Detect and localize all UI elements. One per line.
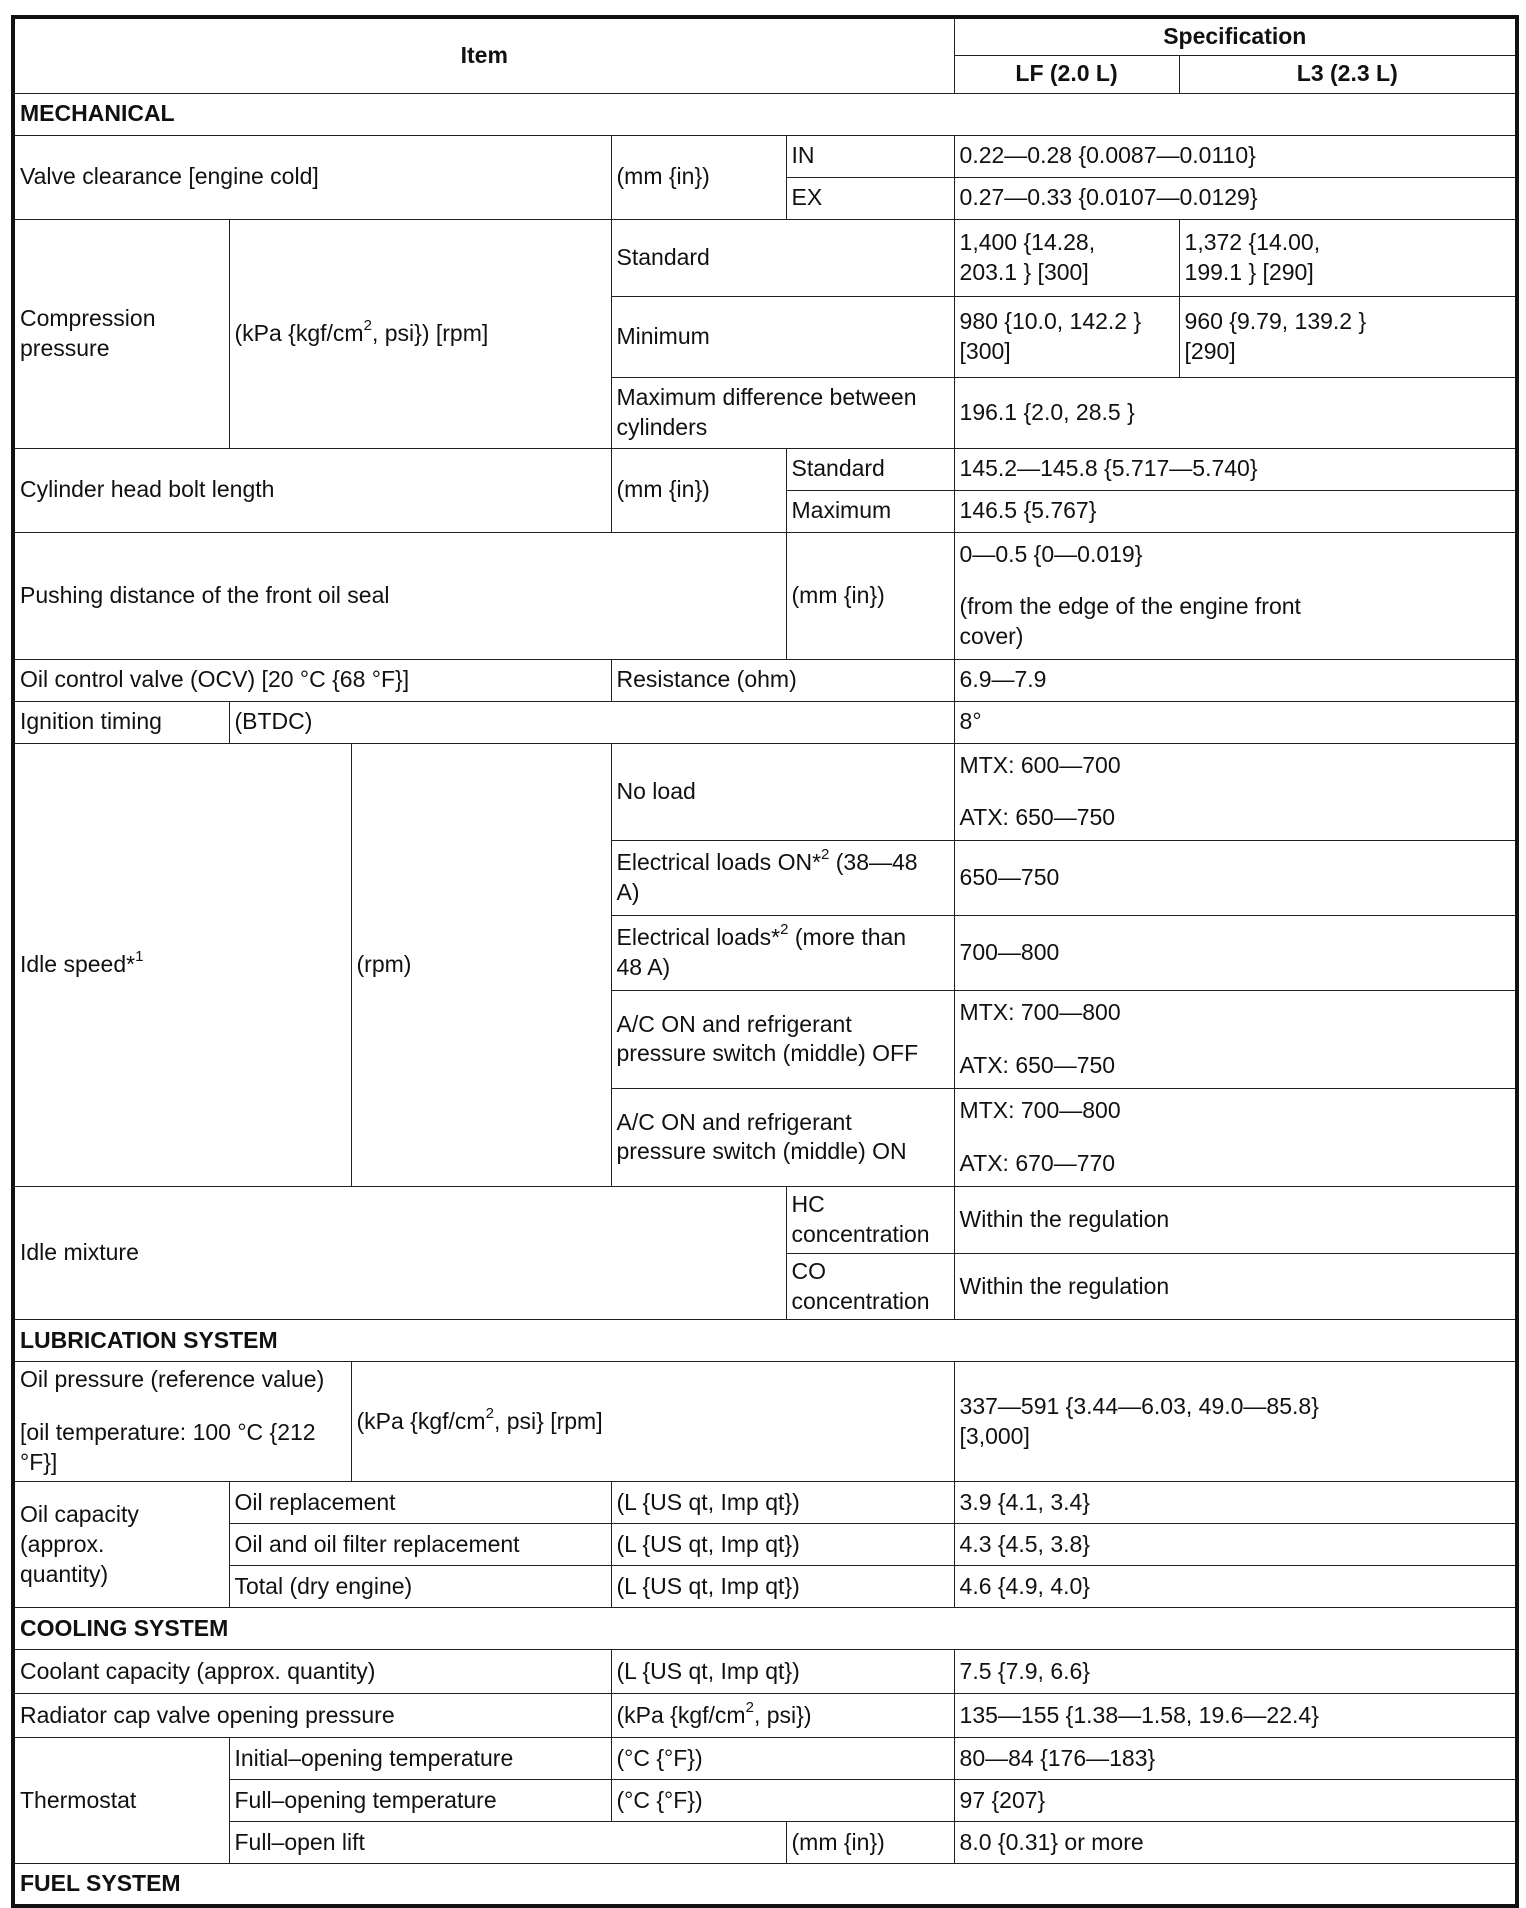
head-bolt-standard-value: 145.2—145.8 {5.717—5.740} [954,448,1517,490]
idle-elec-more-label: Electrical loads*$^2$ (more than 48 A) [611,915,954,990]
section-row [13,1864,1517,1906]
thermostat-row-value: 80—84 {176—183} [954,1738,1517,1780]
compression-standard-l3: 1,372 {14.00, 199.1 } [290] [1179,219,1517,296]
oil-capacity-row-label: Oil and oil filter replacement [229,1524,611,1566]
idle-ac-on-value: MTX: 700—800 ATX: 670—770 [954,1088,1517,1186]
section-row [13,93,1517,135]
lf-header: LF (2.0 L) [954,55,1179,93]
idle-ac-on-label: A/C ON and refrigerant pressure switch (middle) ON [611,1088,954,1186]
ignition-value: 8° [954,701,1517,743]
valve-clearance-unit: (mm {in}) [611,135,786,219]
oil-capacity-row-label: Total (dry engine) [229,1566,611,1608]
ignition-label: Ignition timing [13,701,229,743]
head-bolt-maximum-label: Maximum [786,490,954,532]
valve-in-label: IN [786,135,954,177]
thermostat-row-unit: (°C {°F}) [611,1738,954,1780]
valve-ex-value: 0.27—0.33 {0.0107—0.0129} [954,177,1517,219]
thermostat-row-value: 97 {207} [954,1780,1517,1822]
thermostat-row-label: Full–open lift [229,1822,786,1864]
thermostat-row-label: Initial–opening temperature [229,1738,611,1780]
radiator-cap-unit: (kPa {$kgf/cm^2$, psi}) [611,1694,954,1738]
idle-noload-value: MTX: 600—700 ATX: 650—750 [954,743,1517,840]
table-row [13,1524,1517,1566]
l3-header: L3 (2.3 L) [1179,55,1517,93]
compression-unit: (kPa {$kgf/cm^2$, psi}) [rpm] [229,219,611,448]
thermostat-label: Thermostat [13,1738,229,1864]
section-row [13,1320,1517,1362]
thermostat-row-value: 8.0 {0.31} or more [954,1822,1517,1864]
coolant-label: Coolant capacity (approx. quantity) [13,1650,611,1694]
radiator-cap-label: Radiator cap valve opening pressure [13,1694,611,1738]
compression-minimum-label: Minimum [611,296,954,377]
table-row [13,1650,1517,1694]
table-row [13,1362,1517,1482]
table-row [13,1566,1517,1608]
table-row [13,532,1517,659]
oil-seal-label: Pushing distance of the front oil seal [13,532,786,659]
table-row [13,743,1517,840]
section-row [13,1608,1517,1650]
idle-hc-label: HC concentration [786,1186,954,1253]
spec-table [11,15,1519,1908]
oil-seal-unit: (mm {in}) [786,532,954,659]
radiator-cap-value: 135—155 {1.38—1.58, 19.6—22.4} [954,1694,1517,1738]
section-lubrication: LUBRICATION SYSTEM [13,1320,1517,1362]
table-row [13,135,1517,177]
head-bolt-label: Cylinder head bolt length [13,448,611,532]
header-row [13,17,1517,55]
compression-maxdiff-label: Maximum difference between cylinders [611,377,954,448]
ocv-value: 6.9—7.9 [954,659,1517,701]
table-row [13,1780,1517,1822]
table-row [13,219,1517,296]
compression-standard-label: Standard [611,219,954,296]
compression-maxdiff-value: 196.1 {2.0, 28.5 } [954,377,1517,448]
section-fuel: FUEL SYSTEM [13,1864,1517,1906]
idle-speed-label: Idle speed*$^1$ [13,743,351,1186]
thermostat-row-unit: (mm {in}) [786,1822,954,1864]
table-row [13,659,1517,701]
section-cooling: COOLING SYSTEM [13,1608,1517,1650]
oil-pressure-unit: (kPa {$kgf/cm^2$, psi} [rpm] [351,1362,954,1482]
coolant-value: 7.5 {7.9, 6.6} [954,1650,1517,1694]
table-row [13,448,1517,490]
compression-standard-lf: 1,400 {14.28, 203.1 } [300] [954,219,1179,296]
idle-ac-off-label: A/C ON and refrigerant pressure switch (middle) OFF [611,990,954,1088]
compression-label: Compression pressure [13,219,229,448]
compression-minimum-lf: 980 {10.0, 142.2 } [300] [954,296,1179,377]
valve-in-value: 0.22—0.28 {0.0087—0.0110} [954,135,1517,177]
idle-elec-on-value: 650—750 [954,840,1517,915]
oil-pressure-value: 337—591 {3.44—6.03, 49.0—85.8} [3,000] [954,1362,1517,1482]
oil-pressure-label: Oil pressure (reference value) [oil temperature: 100 °C {212 °F}] [13,1362,351,1482]
head-bolt-maximum-value: 146.5 {5.767} [954,490,1517,532]
table-row [13,1482,1517,1524]
table-row [13,1822,1517,1864]
oil-capacity-label: Oil capacity (approx. quantity) [13,1482,229,1608]
head-bolt-unit: (mm {in}) [611,448,786,532]
idle-noload-label: No load [611,743,954,840]
idle-elec-on-label: Electrical loads ON*$^2$ (38—48 A) [611,840,954,915]
idle-co-value: Within the regulation [954,1253,1517,1320]
table-row [13,1694,1517,1738]
idle-co-label: CO concentration [786,1253,954,1320]
table-row [13,701,1517,743]
idle-mixture-label: Idle mixture [13,1186,786,1320]
idle-hc-value: Within the regulation [954,1186,1517,1253]
oil-capacity-row-value: 4.6 {4.9, 4.0} [954,1566,1517,1608]
item-header: Item [13,17,954,93]
oil-capacity-row-unit: (L {US qt, Imp qt}) [611,1482,954,1524]
oil-capacity-row-label: Oil replacement [229,1482,611,1524]
ocv-label: Oil control valve (OCV) [20 °C {68 °F}] [13,659,611,701]
oil-capacity-row-value: 3.9 {4.1, 3.4} [954,1482,1517,1524]
compression-minimum-l3: 960 {9.79, 139.2 } [290] [1179,296,1517,377]
head-bolt-standard-label: Standard [786,448,954,490]
table-row [13,1186,1517,1253]
oil-capacity-row-unit: (L {US qt, Imp qt}) [611,1566,954,1608]
oil-capacity-row-unit: (L {US qt, Imp qt}) [611,1524,954,1566]
oil-seal-value: 0—0.5 {0—0.019} (from the edge of the engine front cover) [954,532,1517,659]
ocv-unit: Resistance (ohm) [611,659,954,701]
ignition-unit: (BTDC) [229,701,954,743]
valve-ex-label: EX [786,177,954,219]
idle-elec-more-value: 700—800 [954,915,1517,990]
idle-ac-off-value: MTX: 700—800 ATX: 650—750 [954,990,1517,1088]
section-mechanical: MECHANICAL [13,93,1517,135]
oil-capacity-row-value: 4.3 {4.5, 3.8} [954,1524,1517,1566]
thermostat-row-unit: (°C {°F}) [611,1780,954,1822]
idle-speed-unit: (rpm) [351,743,611,1186]
specification-header: Specification [954,17,1517,55]
coolant-unit: (L {US qt, Imp qt}) [611,1650,954,1694]
valve-clearance-label: Valve clearance [engine cold] [13,135,611,219]
thermostat-row-label: Full–opening temperature [229,1780,611,1822]
table-row [13,1738,1517,1780]
